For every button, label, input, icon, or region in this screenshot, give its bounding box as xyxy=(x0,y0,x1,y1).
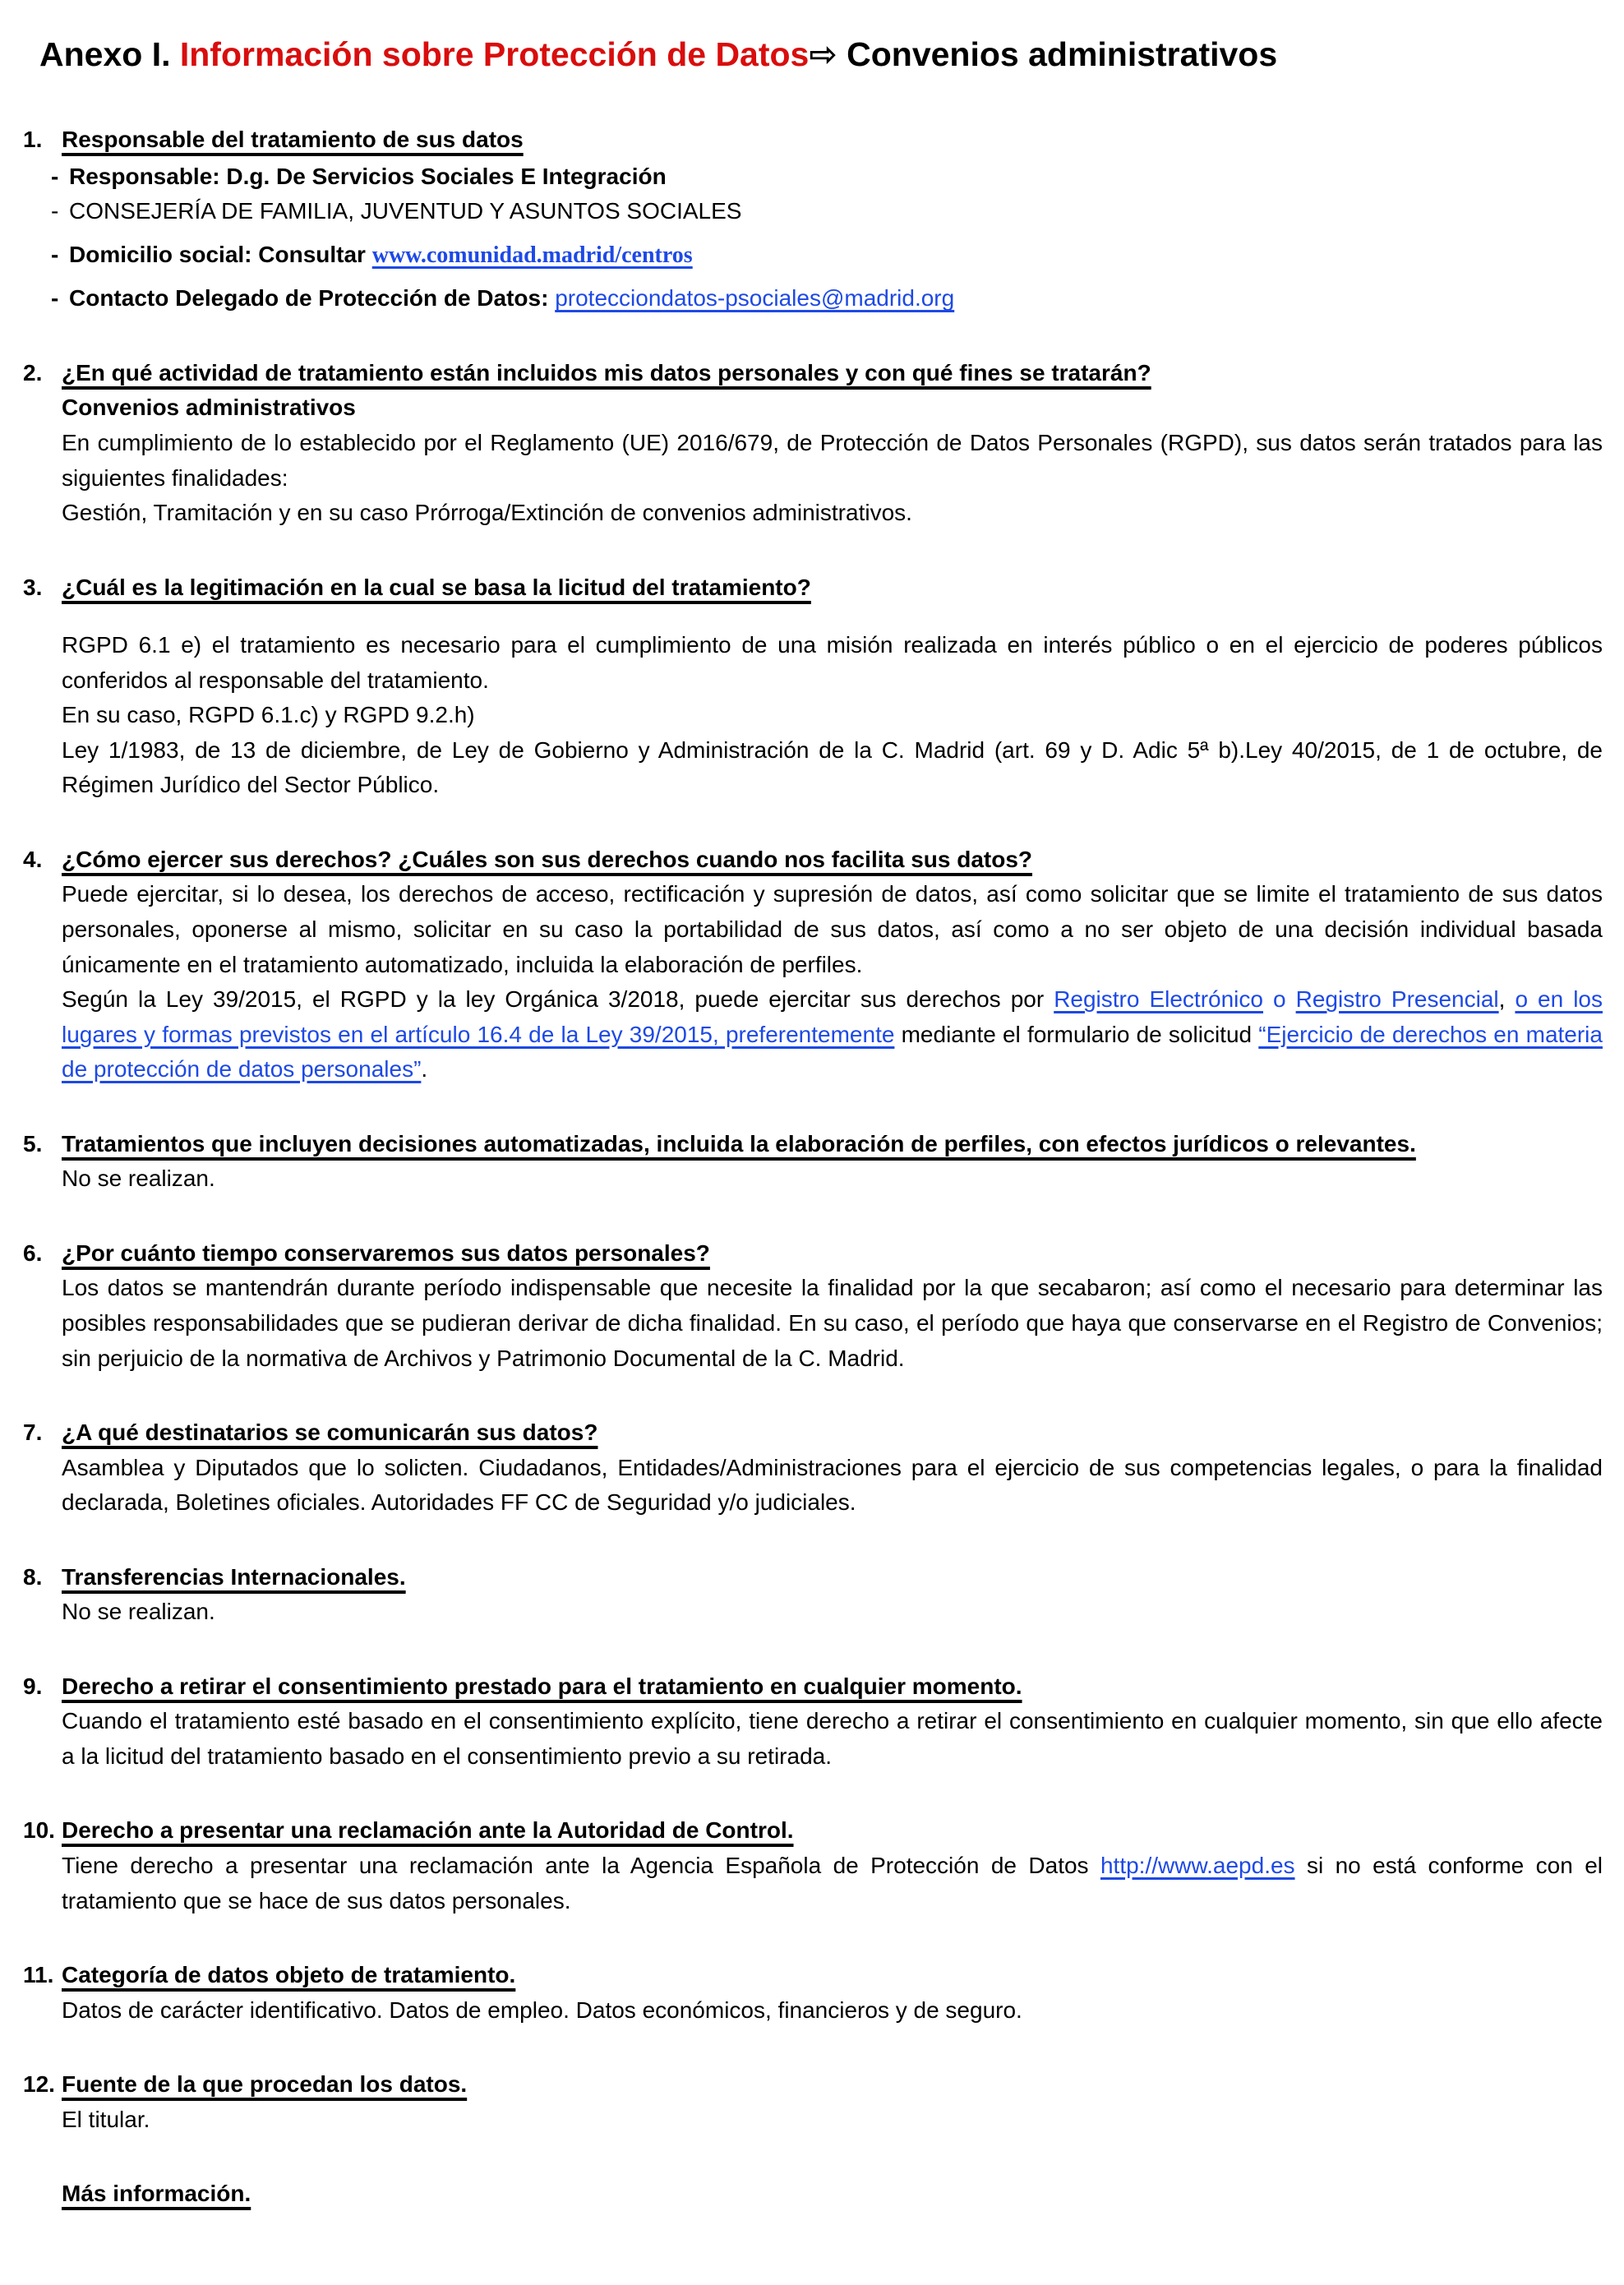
section-plazo-conservacion xyxy=(23,1236,1603,1376)
section-body xyxy=(62,1560,1603,1630)
section-number: 1. xyxy=(23,127,43,153)
bullet-dash: - xyxy=(51,241,59,267)
section-decisiones-automatizadas xyxy=(23,1127,1603,1197)
bullet-text xyxy=(69,281,954,316)
section-heading: ¿Cómo ejercer sus derechos? ¿Cuáles son sus derechos cuando nos facilita sus datos? xyxy=(62,846,1033,872)
paragraph: Gestión, Tramitación y en su caso Prórroga/Extinción de convenios administrativos. xyxy=(62,500,912,526)
section-body xyxy=(62,2067,1603,2137)
bullet-label: Domicilio social: Consultar xyxy=(69,241,372,267)
text-segment: , xyxy=(1498,986,1516,1013)
bullet-consejeria xyxy=(51,194,1603,229)
paragraph-aepd xyxy=(62,1849,1603,1918)
section-ejercer-derechos xyxy=(23,842,1603,1087)
text-segment: Tiene derecho a presentar una reclamación ante la Agencia Española de Protección de Datos xyxy=(62,1852,1100,1878)
paragraph: Puede ejercitar, si lo desea, los derechos de acceso, rectificación y supresión de datos, así como solicitar que se limite el tratamiento de sus datos personales, oponerse al mismo, solicitar en su caso la portabilidad de sus datos, así como a no ser objeto de una decisión individual basada únicamente en el tratamiento automatizado, incluida la elaboración de perfiles. xyxy=(62,881,1603,977)
bullet-contacto-dpd xyxy=(51,281,1603,316)
section-number: 4. xyxy=(23,846,43,872)
section-body xyxy=(62,356,1603,531)
paragraph: Cuando el tratamiento esté basado en el consentimiento explícito, tiene derecho a retirar el consentimiento en cualquier momento, sin que ello afecte a la licitud del tratamiento basado en el consentimiento previo a su retirada. xyxy=(62,1708,1603,1769)
section-heading: ¿A qué destinatarios se comunicarán sus datos? xyxy=(62,1419,598,1446)
more-info-heading: Más información. xyxy=(62,2181,251,2207)
section-number: 3. xyxy=(23,574,43,600)
paragraph: No se realizan. xyxy=(62,1166,215,1192)
link-aepd[interactable]: http://www.aepd.es xyxy=(1100,1852,1295,1878)
section-legitimacion xyxy=(23,570,1603,803)
paragraph: En cumplimiento de lo establecido por el Reglamento (UE) 2016/679, de Protección de Datos Personales (RGPD), sus datos serán tratados para las siguientes finalidades: xyxy=(62,430,1603,491)
section-transferencias xyxy=(23,1560,1603,1630)
section-number: 2. xyxy=(23,359,43,385)
title-highlight: Información sobre Protección de Datos xyxy=(179,35,810,73)
section-destinatarios xyxy=(23,1415,1603,1521)
section-number: 9. xyxy=(23,1673,43,1699)
paragraph: Ley 1/1983, de 13 de diciembre, de Ley de Gobierno y Administración de la C. Madrid (art. 69 y D. Adic 5ª b).Ley 40/2015, de 1 de octubre, de Régimen Jurídico del Sector Público. xyxy=(62,736,1603,798)
section-subheading: Convenios administrativos xyxy=(62,395,356,421)
section-number: 5. xyxy=(23,1130,43,1156)
paragraph: En su caso, RGPD 6.1.c) y RGPD 9.2.h) xyxy=(62,702,475,728)
section-heading: Derecho a presentar una reclamación ante la Autoridad de Control. xyxy=(62,1817,794,1844)
section-number: 8. xyxy=(23,1563,43,1590)
text-segment: Según la Ley 39/2015, el RGPD y la ley Orgánica 3/2018, puede ejercitar sus derechos por xyxy=(62,986,1054,1013)
paragraph: Datos de carácter identificativo. Datos de empleo. Datos económicos, financieros y de seguro. xyxy=(62,1996,1022,2023)
paragraph-derechos-links xyxy=(62,982,1603,1087)
bullet-text: CONSEJERÍA DE FAMILIA, JUVENTUD Y ASUNTOS SOCIALES xyxy=(69,198,742,224)
section-number: 6. xyxy=(23,1239,43,1266)
bullet-dash: - xyxy=(51,285,59,312)
text-segment-o: o xyxy=(1262,986,1296,1013)
section-fuente-datos xyxy=(23,2067,1603,2137)
link-comunidad-madrid[interactable]: www.comunidad.madrid/centros xyxy=(371,242,693,268)
section-body xyxy=(62,1236,1603,1376)
section-body xyxy=(51,122,1603,316)
bullet-text: Responsable: D.g. De Servicios Sociales E Integración xyxy=(69,163,667,189)
section-heading: Derecho a retirar el consentimiento prestado para el tratamiento en cualquier momento. xyxy=(62,1673,1022,1699)
section-body xyxy=(62,1813,1603,1918)
title-annex-label: Anexo I. xyxy=(39,35,180,73)
paragraph: Los datos se mantendrán durante período indispensable que necesite la finalidad por la que secabaron; así como el necesario para determinar las posibles responsabilidades que se pudieran derivar de dicha finalidad. En su caso, el período que haya que conservarse en el Registro de Convenios; sin perjuicio de la normativa de Archivos y Patrimonio Documental de la C. Madrid. xyxy=(62,1275,1603,1371)
bullet-dash: - xyxy=(51,198,59,224)
section-body xyxy=(62,1669,1603,1775)
section-number: 10. xyxy=(23,1817,55,1844)
section-body xyxy=(62,570,1603,803)
paragraph: El titular. xyxy=(62,2106,150,2132)
section-heading: Transferencias Internacionales. xyxy=(62,1563,406,1590)
link-email-dpd[interactable]: protecciondatos-psociales@madrid.org xyxy=(555,285,955,312)
document-title xyxy=(39,35,1603,75)
text-segment: si no está conforme con el tratamiento que se hace de sus datos personales. xyxy=(62,1852,1603,1913)
section-heading: ¿Por cuánto tiempo conservaremos sus datos personales? xyxy=(62,1239,710,1266)
section-number: 12. xyxy=(23,2071,55,2098)
section-body xyxy=(62,1127,1603,1197)
section-heading: Categoría de datos objeto de tratamiento. xyxy=(62,1962,516,1988)
bullet-dash: - xyxy=(51,163,59,189)
text-segment: . xyxy=(421,1056,428,1082)
link-articulo-16-4[interactable]: o en los lugares y formas previstos en el artículo 16.4 de la Ley 39/2015, preferentemente xyxy=(62,986,1603,1047)
section-number: 11. xyxy=(23,1962,54,1988)
responsable-bullet-list xyxy=(51,159,1603,316)
section-body xyxy=(62,1958,1603,2028)
bullet-domicilio xyxy=(51,238,1603,274)
section-heading: ¿Cuál es la legitimación en la cual se basa la licitud del tratamiento? xyxy=(62,574,811,600)
bullet-responsable xyxy=(51,159,1603,195)
paragraph: Asamblea y Diputados que lo solicten. Ciudadanos, Entidades/Administraciones para el ejercicio de sus competencias legales, o para la finalidad declarada, Boletines oficiales. Autoridades FF CC de Seguridad y/o judiciales. xyxy=(62,1454,1603,1516)
section-retirar-consentimiento xyxy=(23,1669,1603,1775)
section-reclamacion-autoridad xyxy=(23,1813,1603,1918)
bullet-label: Contacto Delegado de Protección de Datos: xyxy=(69,285,556,312)
section-number: 7. xyxy=(23,1419,43,1446)
paragraph: RGPD 6.1 e) el tratamiento es necesario para el cumplimiento de una misión realizada en interés público o en el ejercicio de poderes públicos conferidos al responsable del tratamiento. xyxy=(62,632,1603,693)
section-body xyxy=(62,1415,1603,1521)
link-registro-electronico[interactable]: Registro Electrónico xyxy=(1054,986,1263,1013)
section-heading: Tratamientos que incluyen decisiones automatizadas, incluida la elaboración de perfiles, con efectos jurídicos o relevantes. xyxy=(62,1130,1416,1156)
section-responsable xyxy=(23,122,1603,316)
section-heading: Fuente de la que procedan los datos. xyxy=(62,2071,468,2098)
section-body xyxy=(62,842,1603,1087)
bullet-text xyxy=(69,238,693,274)
title-suffix: ⇨ Convenios administrativos xyxy=(809,35,1278,73)
link-registro-presencial[interactable]: Registro Presencial xyxy=(1295,986,1499,1013)
section-heading: ¿En qué actividad de tratamiento están incluidos mis datos personales y con qué fines se tratarán? xyxy=(62,359,1151,385)
link-ejercicio-derechos[interactable]: “Ejercicio de derechos en materia de protección de datos personales” xyxy=(62,1021,1603,1082)
section-actividad-tratamiento xyxy=(23,356,1603,531)
section-heading: Responsable del tratamiento de sus datos xyxy=(62,127,524,153)
text-segment: mediante el formulario de solicitud xyxy=(894,1021,1259,1047)
section-categoria-datos xyxy=(23,1958,1603,2028)
paragraph: No se realizan. xyxy=(62,1599,215,1625)
